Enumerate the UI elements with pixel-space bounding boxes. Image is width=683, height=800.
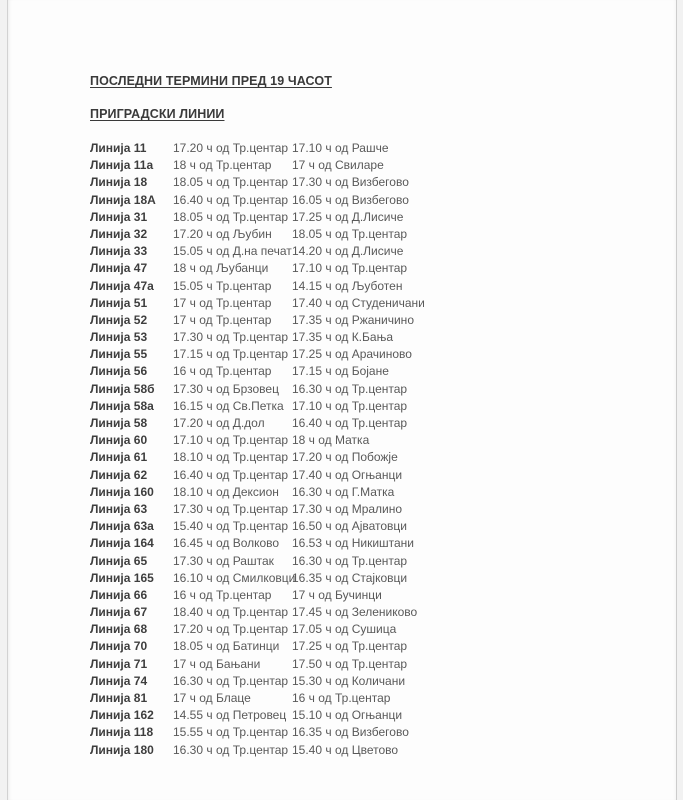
last-departure-second: 17.20 ч од Побожје — [292, 450, 398, 465]
document-content — [90, 0, 676, 759]
last-departure-second: 17.10 ч од Тр.центар — [292, 261, 408, 276]
last-departure-first: 18 ч од Љубанци — [173, 261, 269, 276]
schedule-row — [90, 535, 676, 552]
last-departure-first: 17.20 ч од Д.дол — [173, 416, 265, 430]
line-name: Линија 56 — [90, 364, 148, 379]
schedule-row — [90, 724, 676, 741]
last-departure-second: 16.35 ч од Визбегово — [292, 725, 409, 740]
schedule-row — [90, 587, 676, 604]
last-departure-first: 18.40 ч од Тр.центар — [173, 605, 289, 620]
last-departure-first: 16 ч од Тр.центар — [173, 364, 272, 379]
schedule-row — [90, 432, 676, 449]
last-departure-second: 17.25 ч од Д.Лисиче — [292, 209, 404, 224]
line-name: Линија 118 — [90, 725, 154, 740]
last-departure-second: 17 ч од Свиларе — [292, 158, 384, 173]
last-departure-first: 17.20 ч од Љубин — [173, 226, 272, 241]
last-departure-first: 17.20 ч од Тр.центар — [173, 141, 289, 155]
schedule-row — [90, 604, 676, 621]
last-departure-second: 17.05 ч од Сушица — [292, 622, 397, 637]
section-title: ПРИГРАДСКИ ЛИНИИ — [90, 107, 225, 121]
schedule-row — [90, 295, 676, 312]
line-name: Линија 60 — [90, 433, 148, 448]
page-title: ПОСЛЕДНИ ТЕРМИНИ ПРЕД 19 ЧАСОТ — [90, 74, 332, 88]
last-departure-second: 17 ч од Бучинци — [292, 587, 382, 602]
schedule-row — [90, 501, 676, 518]
last-departure-first: 17 ч од Бањани — [173, 656, 261, 671]
last-departure-second: 17.40 ч од Студеничани — [292, 295, 425, 310]
schedule-row — [90, 570, 676, 587]
schedule-row — [90, 742, 676, 759]
last-departure-second: 18.05 ч од Тр.центар — [292, 226, 408, 241]
last-departure-second: 16.53 ч од Никиштани — [292, 536, 415, 551]
last-departure-second: 18 ч од Матка — [292, 433, 370, 448]
schedule-row — [90, 467, 676, 484]
schedule-table — [90, 140, 676, 759]
line-name: Линија 164 — [90, 536, 154, 551]
schedule-row — [90, 363, 676, 380]
schedule-row — [90, 209, 676, 226]
schedule-row — [90, 174, 676, 191]
last-departure-second: 17.35 ч од Ржаничино — [292, 312, 414, 327]
last-departure-first: 16.15 ч од Св.Петка — [173, 398, 284, 413]
line-name: Линија 68 — [90, 622, 148, 637]
schedule-row — [90, 656, 676, 673]
schedule-row — [90, 312, 676, 329]
line-name: Линија 65 — [90, 553, 148, 568]
last-departure-first: 15.05 ч Тр.центар — [173, 278, 272, 293]
last-departure-first: 17.30 ч од Тр.центар — [173, 330, 289, 345]
line-name: Линија 165 — [90, 570, 154, 585]
last-departure-second: 16.30 ч од Г.Матка — [292, 484, 395, 499]
line-name: Линија 18А — [90, 192, 156, 207]
last-departure-first: 17.30 ч од Раштак — [173, 553, 274, 568]
last-departure-second: 17.10 ч од Рашче — [292, 141, 389, 155]
last-departure-first: 18.05 ч од Тр.центар — [173, 209, 289, 224]
line-name: Линија 67 — [90, 605, 148, 620]
schedule-row — [90, 346, 676, 363]
last-departure-first: 17.30 ч од Брзовец — [173, 381, 279, 396]
document-page — [7, 0, 677, 800]
schedule-row — [90, 415, 676, 432]
line-name: Линија 11а — [90, 158, 154, 173]
last-departure-first: 16.45 ч од Волково — [173, 536, 280, 551]
last-departure-second: 15.30 ч од Количани — [292, 673, 406, 688]
line-name: Линија 53 — [90, 330, 148, 345]
line-name: Линија 66 — [90, 587, 148, 602]
line-name: Линија 32 — [90, 226, 148, 241]
schedule-row — [90, 157, 676, 174]
line-name: Линија 11 — [90, 141, 147, 155]
last-departure-second: 17.25 ч од Арачиново — [292, 347, 412, 362]
line-name: Линија 61 — [90, 450, 148, 465]
last-departure-first: 17 ч од Блаце — [173, 691, 251, 705]
line-name: Линија 51 — [90, 295, 148, 310]
line-name: Линија 47а — [90, 278, 154, 293]
schedule-row — [90, 484, 676, 501]
last-departure-second: 14.20 ч од Д.Лисиче — [292, 244, 404, 259]
last-departure-second: 16 ч од Тр.центар — [292, 691, 391, 705]
last-departure-first: 15.40 ч од Тр.центар — [173, 519, 289, 534]
last-departure-first: 18.10 ч од Тр.центар — [173, 450, 289, 465]
line-name: Линија 58б — [90, 381, 155, 396]
line-name: Линија 52 — [90, 312, 148, 327]
last-departure-first: 17 ч од Тр.центар — [173, 295, 272, 310]
last-departure-second: 15.10 ч од Огњанци — [292, 708, 403, 723]
line-name: Линија 18 — [90, 175, 148, 190]
last-departure-first: 14.55 ч од Петровец — [173, 708, 287, 723]
schedule-row — [90, 638, 676, 655]
schedule-row — [90, 398, 676, 415]
last-departure-second: 16.05 ч од Визбегово — [292, 192, 409, 207]
last-departure-second: 17.50 ч од Тр.центар — [292, 656, 408, 671]
line-name: Линија 55 — [90, 347, 148, 362]
schedule-row — [90, 690, 676, 707]
line-name: Линија 162 — [90, 708, 154, 723]
line-name: Линија 70 — [90, 639, 148, 654]
line-name: Линија 58 — [90, 416, 148, 430]
schedule-row — [90, 449, 676, 466]
last-departure-first: 17.10 ч од Тр.центар — [173, 433, 289, 448]
last-departure-first: 15.05 ч од Д.на печат — [173, 244, 292, 259]
last-departure-second: 17.45 ч од Зелениково — [292, 605, 418, 620]
last-departure-first: 18.10 ч од Дексион — [173, 484, 279, 499]
line-name: Линија 62 — [90, 467, 148, 482]
line-name: Линија 47 — [90, 261, 148, 276]
last-departure-second: 17.25 ч од Тр.центар — [292, 639, 408, 654]
schedule-row — [90, 243, 676, 260]
schedule-row — [90, 226, 676, 243]
last-departure-second: 16.40 ч од Тр.центар — [292, 416, 408, 430]
last-departure-first: 17.20 ч од Тр.центар — [173, 622, 289, 637]
last-departure-second: 17.10 ч од Тр.центар — [292, 398, 408, 413]
schedule-row — [90, 260, 676, 277]
line-name: Линија 31 — [90, 209, 148, 224]
schedule-row — [90, 707, 676, 724]
line-name: Линија 33 — [90, 244, 148, 259]
last-departure-first: 16.40 ч од Тр.центар — [173, 467, 289, 482]
last-departure-first: 18.05 ч од Батинци — [173, 639, 280, 654]
last-departure-second: 16.30 ч од Тр.центар — [292, 381, 408, 396]
last-departure-first: 16.40 ч од Тр.центар — [173, 192, 289, 207]
last-departure-second: 14.15 ч од Љуботен — [292, 278, 403, 293]
last-departure-first: 16.10 ч од Смилковци — [173, 570, 296, 585]
last-departure-second: 16.50 ч од Ајватовци — [292, 519, 408, 534]
schedule-row — [90, 673, 676, 690]
last-departure-first: 17.15 ч од Тр.центар — [173, 347, 289, 362]
line-name: Линија 63 — [90, 501, 148, 516]
last-departure-second: 17.15 ч од Бојане — [292, 364, 389, 379]
last-departure-second: 17.30 ч од Визбегово — [292, 175, 409, 190]
last-departure-first: 18.05 ч од Тр.центар — [173, 175, 289, 190]
line-name: Линија 81 — [90, 691, 148, 705]
schedule-row — [90, 621, 676, 638]
last-departure-first: 16 ч од Тр.центар — [173, 587, 272, 602]
schedule-row — [90, 553, 676, 570]
schedule-row — [90, 381, 676, 398]
line-name: Линија 63а — [90, 519, 154, 534]
line-name: Линија 58а — [90, 398, 154, 413]
last-departure-first: 18 ч од Тр.центар — [173, 158, 272, 173]
schedule-row — [90, 518, 676, 535]
schedule-row — [90, 278, 676, 295]
line-name: Линија 71 — [90, 656, 148, 671]
last-departure-first: 16.30 ч од Тр.центар — [173, 742, 289, 757]
last-departure-second: 17.35 ч од К.Бања — [292, 330, 393, 345]
last-departure-second: 16.35 ч од Стајковци — [292, 570, 408, 585]
schedule-row — [90, 140, 676, 157]
line-name: Линија 180 — [90, 742, 154, 757]
line-name: Линија 74 — [90, 673, 148, 688]
last-departure-first: 16.30 ч од Тр.центар — [173, 673, 289, 688]
schedule-row — [90, 192, 676, 209]
last-departure-first: 17 ч од Тр.центар — [173, 312, 272, 327]
last-departure-second: 15.40 ч од Цветово — [292, 742, 399, 757]
last-departure-second: 17.40 ч од Огњанци — [292, 467, 403, 482]
schedule-row — [90, 329, 676, 346]
last-departure-first: 17.30 ч од Тр.центар — [173, 501, 289, 516]
last-departure-second: 17.30 ч од Мралино — [292, 501, 403, 516]
line-name: Линија 160 — [90, 484, 154, 499]
last-departure-second: 16.30 ч од Тр.центар — [292, 553, 408, 568]
last-departure-first: 15.55 ч од Тр.центар — [173, 725, 289, 740]
